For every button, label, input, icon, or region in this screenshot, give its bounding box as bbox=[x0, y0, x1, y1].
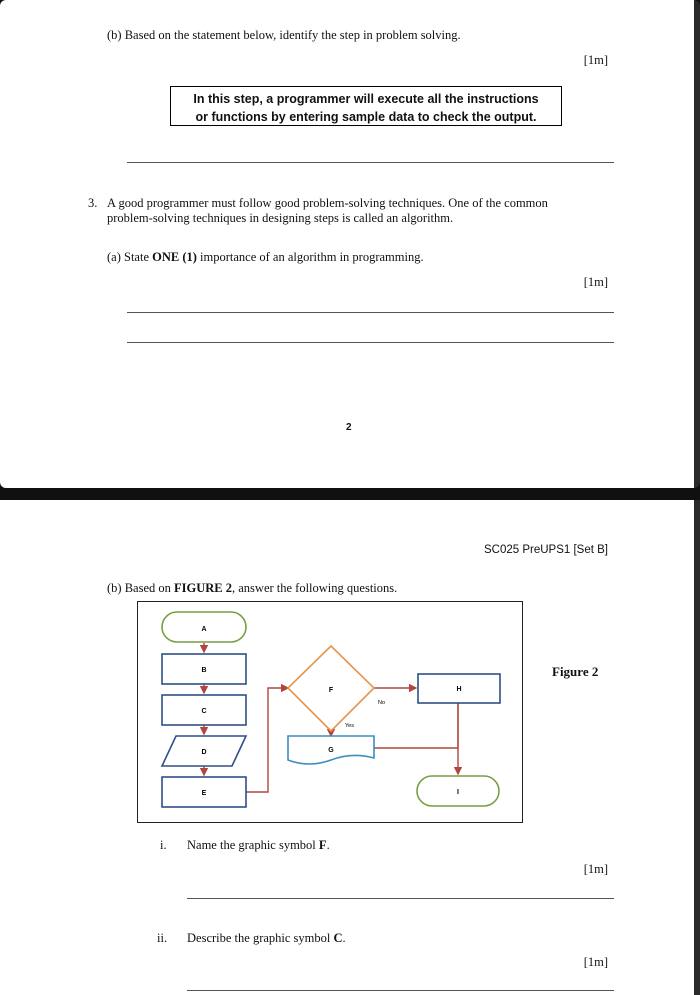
symbol-b-label: B bbox=[201, 667, 207, 674]
statement-line-1: In this step, a programmer will execute all the instructions bbox=[193, 92, 539, 106]
symbol-e-label: E bbox=[201, 790, 207, 797]
q3a-prompt-bold: ONE (1) bbox=[152, 250, 197, 264]
question-3-intro-line-1: A good programmer must follow good problem-solving techniques. One of the common bbox=[107, 196, 548, 210]
arrow-e-to-f bbox=[246, 688, 288, 792]
answer-line bbox=[127, 342, 614, 343]
no-branch-label: No bbox=[378, 700, 386, 706]
q3a-prompt-post: importance of an algorithm in programming. bbox=[196, 250, 424, 264]
q3b-prompt-post: , answer the following questions. bbox=[232, 581, 398, 595]
flowchart-svg bbox=[138, 602, 524, 824]
answer-line bbox=[127, 162, 614, 163]
figure-2-flowchart bbox=[137, 601, 523, 823]
sub-question-i-marks: [1m] bbox=[583, 862, 608, 876]
symbol-f-label: F bbox=[328, 687, 334, 694]
sub-question-i-numeral: i. bbox=[160, 838, 167, 852]
question-2b-prompt: (b) Based on the statement below, identify the step in problem solving. bbox=[107, 28, 461, 42]
exam-page-2 bbox=[0, 0, 700, 488]
symbol-h-label: H bbox=[456, 686, 462, 693]
symbol-i-label: I bbox=[457, 789, 459, 796]
sub-ii-text-pre: Describe the graphic symbol bbox=[187, 931, 334, 945]
line-g-to-h bbox=[374, 703, 458, 748]
page-number: 2 bbox=[346, 422, 352, 433]
sub-question-ii-marks: [1m] bbox=[583, 955, 608, 969]
sub-i-text-bold: F bbox=[318, 838, 327, 852]
answer-line bbox=[127, 312, 614, 313]
exam-page-3 bbox=[0, 500, 700, 995]
sub-ii-text-bold: C bbox=[333, 931, 343, 945]
page-header: SC025 PreUPS1 [Set B] bbox=[483, 544, 608, 556]
statement-line-2: or functions by entering sample data to check the output. bbox=[195, 110, 537, 124]
symbol-a-label: A bbox=[201, 626, 207, 633]
statement-box bbox=[170, 86, 562, 126]
q3b-prompt-bold: FIGURE 2 bbox=[174, 581, 232, 595]
question-2b-marks: [1m] bbox=[583, 53, 608, 67]
sub-ii-text-post: . bbox=[342, 931, 346, 945]
q3a-prompt-pre: (a) State bbox=[107, 250, 153, 264]
answer-line bbox=[187, 990, 614, 991]
symbol-g-label: G bbox=[328, 747, 334, 754]
symbol-c-label: C bbox=[201, 708, 207, 715]
sub-i-text-pre: Name the graphic symbol bbox=[187, 838, 319, 852]
answer-line bbox=[187, 898, 614, 899]
sub-question-i-text bbox=[187, 838, 330, 853]
question-3a-prompt bbox=[107, 250, 424, 265]
yes-branch-label: Yes bbox=[345, 723, 354, 729]
question-3b-prompt bbox=[107, 581, 397, 596]
figure-caption: Figure 2 bbox=[552, 664, 599, 679]
question-3-intro-line-2: problem-solving techniques in designing steps is called an algorithm. bbox=[107, 211, 454, 225]
sub-i-text-post: . bbox=[326, 838, 330, 852]
symbol-d-label: D bbox=[201, 749, 207, 756]
sub-question-ii-numeral: ii. bbox=[157, 931, 168, 945]
sub-question-ii-text bbox=[187, 931, 346, 946]
question-3a-marks: [1m] bbox=[583, 275, 608, 289]
question-3-number: 3. bbox=[88, 196, 98, 210]
q3b-prompt-pre: (b) Based on bbox=[107, 581, 174, 595]
